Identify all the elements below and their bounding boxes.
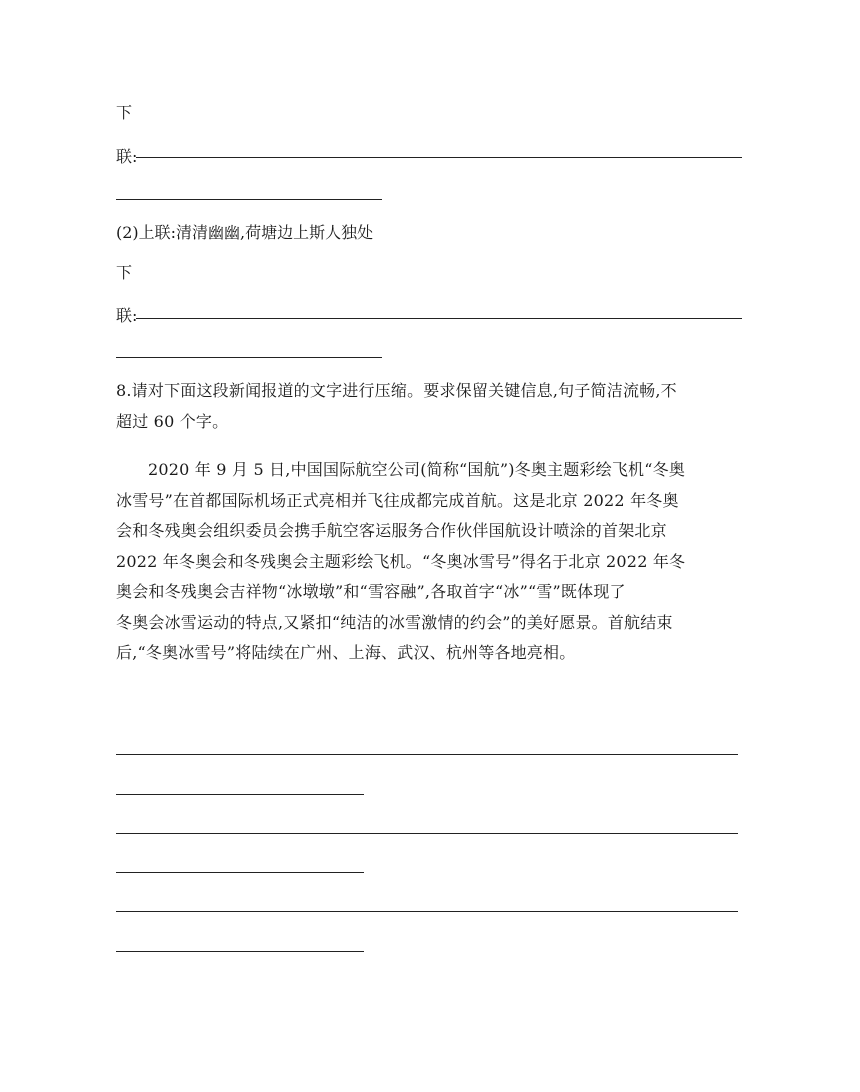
q2-answer-line-2[interactable] — [116, 357, 382, 358]
q1-lian-label: 联: — [116, 147, 138, 166]
q8-passage-line: 2022 年冬奥会和冬残奥会主题彩绘飞机。“冬奥冰雪号”得名于北京 2022 年冬 — [116, 551, 686, 571]
q8-answer-line-6[interactable] — [116, 951, 364, 952]
q1-answer-line-1[interactable] — [136, 157, 742, 158]
q8-answer-line-2[interactable] — [116, 794, 364, 795]
q8-prompt-line: 超过 60 个字。 — [116, 411, 229, 431]
q8-passage-line: 后,“冬奥冰雪号”将陆续在广州、上海、武汉、杭州等各地亮相。 — [116, 643, 576, 662]
q8-passage-line: 奥会和冬残奥会吉祥物“冰墩墩”和“雪容融”,各取首字“冰”“雪”既体现了 — [116, 582, 626, 601]
q1-answer-line-2[interactable] — [116, 199, 382, 200]
q8-passage-line: 2020 年 9 月 5 日,中国国际航空公司(简称“国航”)冬奥主题彩绘飞机“冬奥 — [148, 460, 686, 479]
q2-question: (2)上联:清清幽幽,荷塘边上斯人独处 — [116, 223, 374, 242]
q2-answer-line-1[interactable] — [136, 318, 742, 319]
q2-xia-char: 下 — [116, 263, 133, 282]
q8-passage-line: 冰雪号”在首都国际机场正式亮相并飞往成都完成首航。这是北京 2022 年冬奥 — [116, 490, 679, 510]
q2-lian-label: 联: — [116, 306, 138, 325]
q8-answer-line-3[interactable] — [116, 833, 738, 834]
q8-prompt-line: 8.请对下面这段新闻报道的文字进行压缩。要求保留关键信息,句子简洁流畅,不 — [116, 381, 677, 400]
q8-passage — [116, 455, 746, 669]
q1-xia-char: 下 — [116, 103, 133, 122]
q8-answer-line-5[interactable] — [116, 911, 738, 912]
q8-answer-line-4[interactable] — [116, 872, 364, 873]
q8-answer-line-1[interactable] — [116, 754, 738, 755]
q8-prompt — [116, 376, 746, 437]
q8-passage-line: 会和冬残奥会组织委员会携手航空客运服务合作伙伴国航设计喷涂的首架北京 — [116, 521, 667, 540]
q8-passage-line: 冬奥会冰雪运动的特点,又紧扣“纯洁的冰雪激情的约会”的美好愿景。首航结束 — [116, 612, 673, 632]
